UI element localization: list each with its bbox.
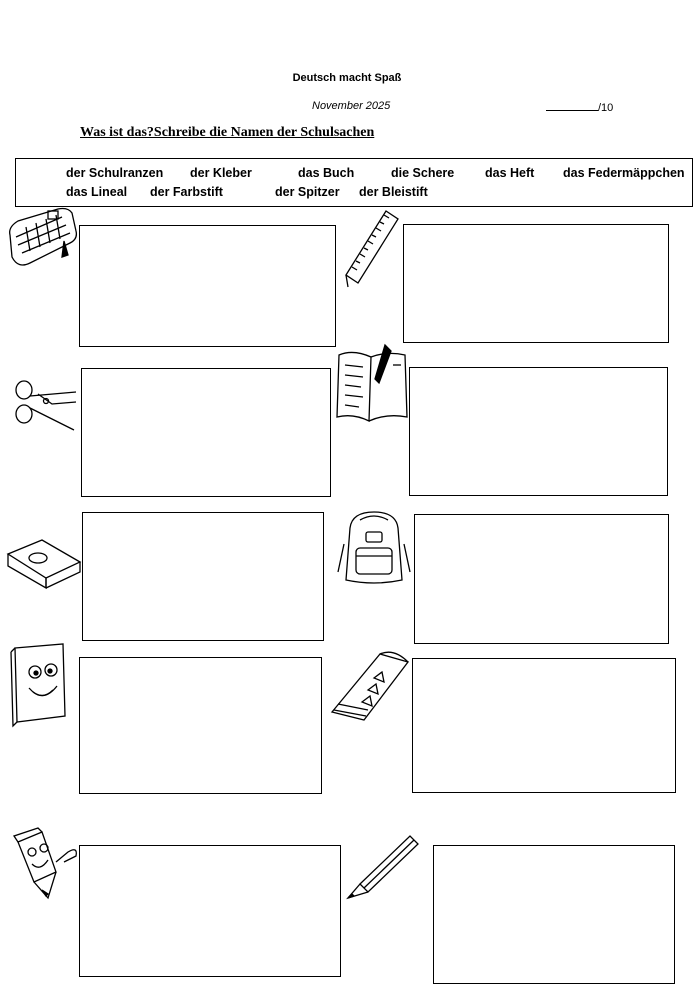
word-bank-item: der Bleistift — [359, 185, 428, 199]
pencil-character-icon — [8, 828, 82, 900]
word-bank-item: der Spitzer — [275, 185, 340, 199]
answer-box-1[interactable] — [79, 225, 336, 347]
word-bank-item: das Heft — [485, 166, 535, 180]
word-bank-item: das Federmäppchen — [563, 166, 685, 180]
answer-box-4[interactable] — [409, 367, 668, 496]
open-notebook-icon — [335, 343, 411, 425]
score-blank[interactable] — [546, 100, 598, 111]
answer-box-2[interactable] — [403, 224, 669, 343]
word-bank-item: der Schulranzen — [66, 166, 164, 180]
word-bank-item: der Kleber — [190, 166, 252, 180]
answer-box-6[interactable] — [414, 514, 669, 644]
worksheet-title: Deutsch macht Spaß — [292, 72, 402, 84]
word-bank-item: die Schere — [391, 166, 455, 180]
book-icon — [9, 642, 69, 726]
answer-box-3[interactable] — [81, 368, 331, 497]
word-bank-item: der Farbstift — [150, 185, 223, 199]
score-field[interactable] — [546, 100, 613, 114]
answer-box-7[interactable] — [79, 657, 322, 794]
word-bank-item: das Lineal — [66, 185, 128, 199]
word-bank — [15, 158, 693, 207]
answer-box-5[interactable] — [82, 512, 324, 641]
instruction-heading: Was ist das?Schreibe die Namen der Schulsachen — [80, 125, 375, 140]
answer-box-10[interactable] — [433, 845, 675, 984]
scissors-icon — [12, 376, 80, 434]
score-total: /10 — [598, 102, 614, 114]
pencil-case-icon — [6, 205, 80, 271]
answer-box-8[interactable] — [412, 658, 676, 793]
word-bank-item: das Buch — [298, 166, 355, 180]
ruler-icon — [342, 207, 402, 289]
worksheet-date: November 2025 — [312, 100, 391, 112]
sharpener-icon — [6, 532, 82, 590]
answer-box-9[interactable] — [79, 845, 341, 977]
backpack-icon — [336, 508, 412, 586]
glue-stick-icon — [328, 648, 412, 724]
colored-pencil-icon — [344, 832, 422, 902]
